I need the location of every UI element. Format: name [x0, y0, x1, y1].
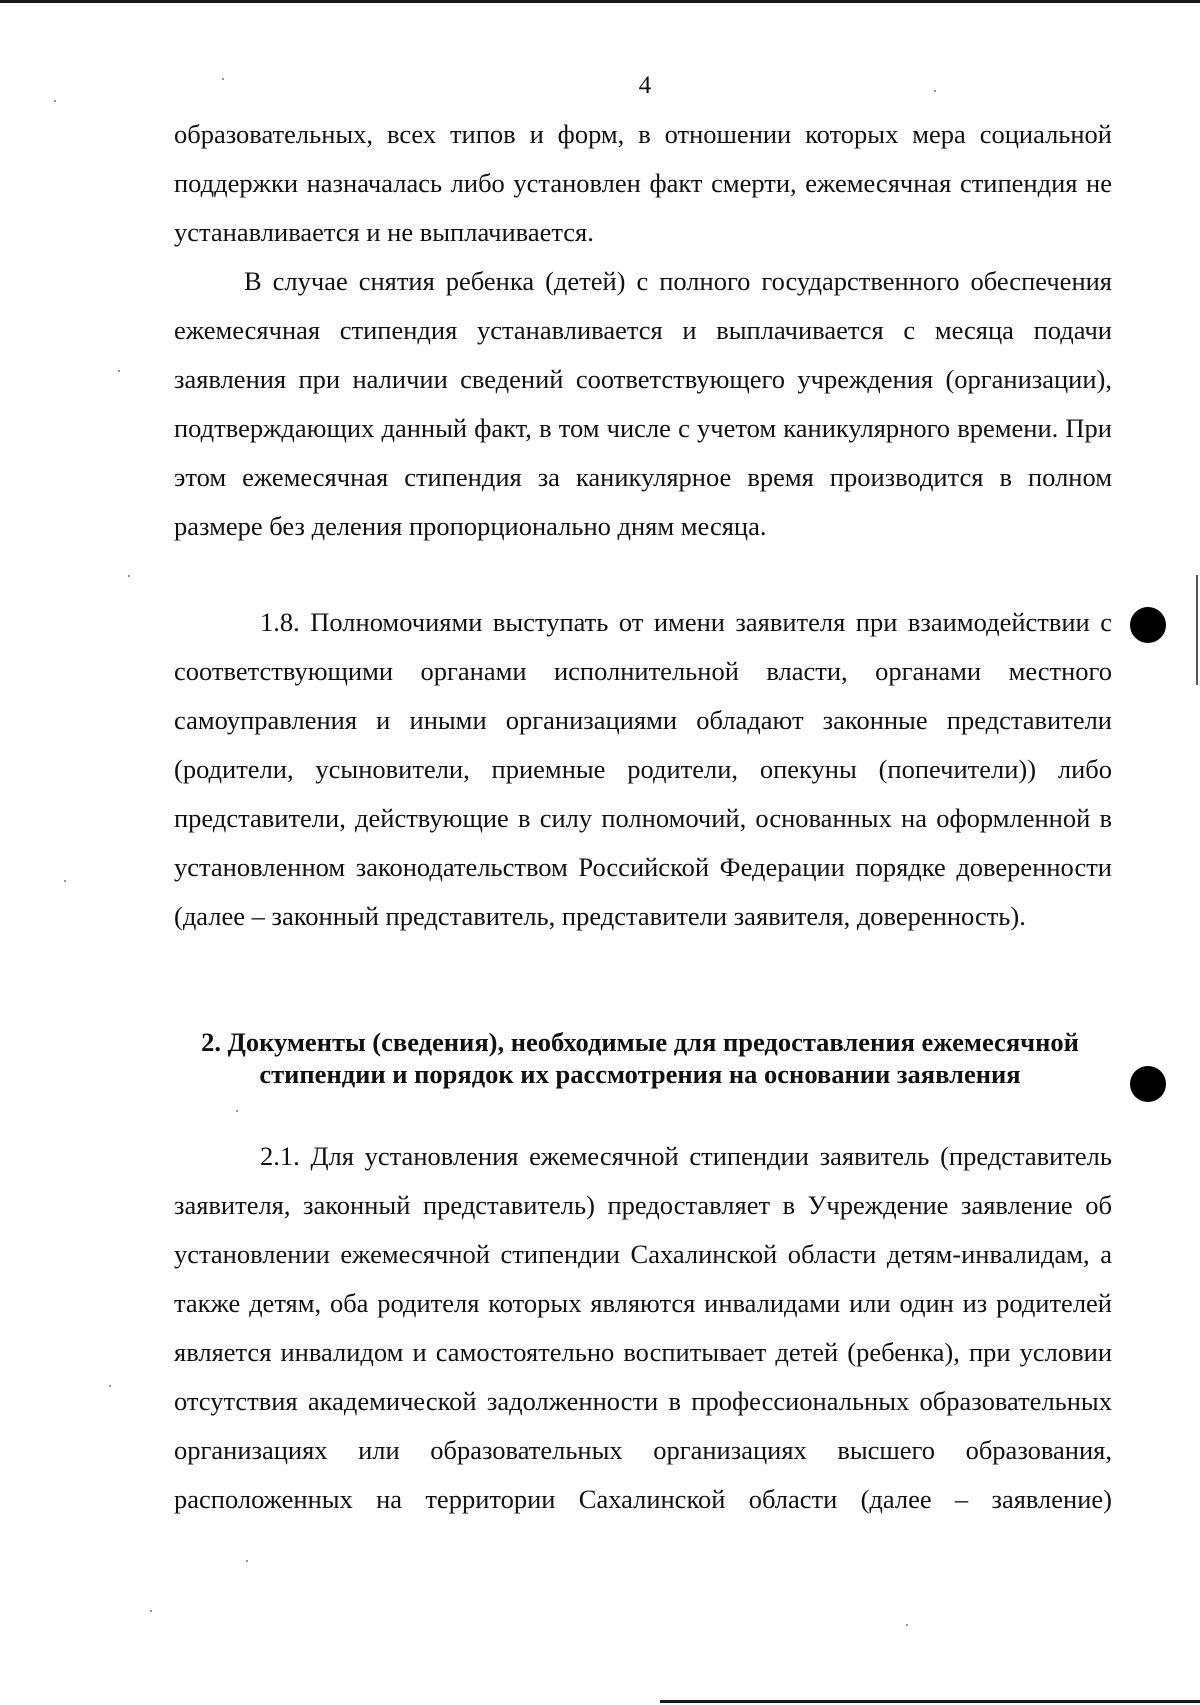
- scan-speck: [128, 575, 130, 577]
- scan-edge-top: [0, 0, 1200, 3]
- scan-speck: [64, 880, 66, 882]
- paragraph-continuation: образовательных, всех типов и форм, в отношении которых мера социальной поддержки назначалась либо установлен факт смерти, ежемесячная стипендия не устанавливается и не выплачивается.: [174, 119, 1112, 247]
- scan-speck: [54, 100, 56, 102]
- scan-speck: [222, 78, 224, 80]
- scan-speck: [236, 1110, 238, 1112]
- paragraph-state-support: В случае снятия ребенка (детей) с полного государственного обеспечения ежемесячная стипендия устанавливается и выплачивается с месяца подачи заявления при наличии сведений соответствующего учреждения (организации), подтверждающих данный факт, в том числе с учетом каникулярного времени. При этом ежемесячная стипендия за каникулярное время производится в полном размере без деления пропорционально дням месяца.: [174, 266, 1112, 541]
- page-number: 4: [638, 72, 652, 99]
- scan-speck: [118, 370, 120, 372]
- scan-speck: [906, 1624, 908, 1626]
- paragraph-2-1: 2.1. Для установления ежемесячной стипендии заявитель (представитель заявителя, законный представитель) предоставляет в Учреждение заявление об установлении ежемесячной стипендии Сахалинской области детям-инвалидам, а также детям, оба родителя которых являются инвалидами или один из родителей является инвалидом и самостоятельно воспитывает детей (ребенка), при условии отсутствия академической задолженности в профессиональных образовательных организациях или образовательных организациях высшего образования, расположенных на территории Сахалинской области (далее – заявление): [174, 1141, 1112, 1514]
- scan-speck: [150, 1610, 152, 1612]
- scan-speck: [109, 1385, 111, 1387]
- scan-edge-bottom: [660, 1700, 1200, 1703]
- section-heading-line-2: стипендии и порядок их рассмотрения на основании заявления: [259, 1059, 1021, 1089]
- punch-hole-mark: [1130, 607, 1166, 643]
- section-heading: [160, 1026, 1120, 1090]
- scan-edge-right: [1196, 575, 1198, 685]
- paragraph-1-8: 1.8. Полномочиями выступать от имени заявителя при взаимодействии с соответствующими органами исполнительной власти, органами местного самоуправления и иными организациями обладают законные представители (родители, усыновители, приемные родители, опекуны (попечители)) либо представители, действующие в силу полномочий, основанных на оформленной в установленном законодательством Российской Федерации порядке доверенности (далее – законный представитель, представители заявителя, доверенность).: [174, 607, 1112, 931]
- scan-speck: [934, 90, 936, 92]
- punch-hole-mark: [1130, 1066, 1166, 1102]
- scan-speck: [246, 1560, 248, 1562]
- section-heading-line-1: 2. Документы (сведения), необходимые для предоставления ежемесячной: [201, 1027, 1079, 1057]
